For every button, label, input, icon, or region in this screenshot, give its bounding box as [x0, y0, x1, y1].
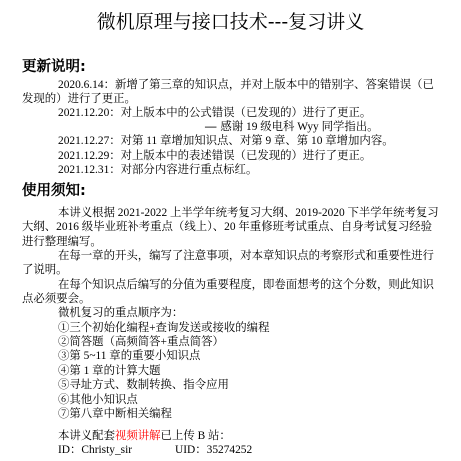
priority-item: ④第 1 章的计算大题	[58, 365, 161, 377]
document-title: 微机原理与接口技术---复习讲义	[96, 11, 365, 33]
video-note-prefix: 本讲义配套	[58, 430, 115, 442]
priority-order-title: 微机复习的重点顺序为：	[58, 307, 184, 319]
update-section-heading: 更新说明:	[22, 59, 86, 75]
update-entry: 2021.12.29：对上版本中的表述错误（已发现的）进行了更正。	[58, 150, 372, 162]
update-entry: 2021.12.27：对第 11 章增加知识点、对第 9 章、第 10 章增加内容。	[58, 135, 394, 147]
thanks-text: 感谢 19 级电科 Wyy 同学指出。	[220, 121, 379, 133]
usage-section-heading: 使用须知:	[22, 183, 86, 199]
update-entry: 2021.12.20：对上版本中的公式错误（已发现的）进行了更正。	[58, 107, 372, 119]
update-entry: 2020.6.14：新增了第三章的知识点，并对上版本中的错别字、答案错误（已发现的）进行了更正。	[22, 79, 434, 106]
video-note-highlight: 视频讲解	[114, 430, 161, 442]
priority-item: ②简答题（高频简答+重点简答）	[58, 336, 224, 348]
update-entry: 2021.12.31：对部分内容进行重点标红。	[58, 164, 258, 176]
priority-item: ③第 5~11 章的重要小知识点	[58, 350, 201, 362]
account-line	[58, 443, 440, 457]
thanks-note	[205, 120, 379, 134]
account-id: ID：Christy_sir	[58, 444, 133, 456]
usage-paragraph: 在每个知识点后编写的分值为重要程度，即卷面想考的这个分数，则此知识点必须要会。	[22, 279, 434, 306]
priority-item: ①三个初始化编程+查询发送或接收的编程	[58, 322, 270, 334]
thanks-dash: —	[205, 121, 217, 133]
video-note-suffix: 已上传 B 站：	[160, 430, 231, 442]
video-note	[58, 429, 440, 443]
priority-item: ⑤寻址方式、数制转换、指令应用	[58, 379, 229, 391]
priority-item: ⑥其他小知识点	[58, 394, 138, 406]
usage-paragraph: 本讲义根据 2021-2022 上半学年统考复习大纲、2019-2020 下半学年统考复习大纲、2016 级毕业班补考重点（线上）、20 年重修班考试重点、自身考试复习经验进行整理编写。	[22, 207, 439, 248]
priority-item: ⑦第八章中断相关编程	[58, 408, 172, 420]
usage-paragraph: 在每一章的开头，编写了注意事项，对本章知识点的考察形式和重要性进行了说明。	[22, 250, 434, 277]
account-uid: UID：35274252	[175, 444, 253, 456]
